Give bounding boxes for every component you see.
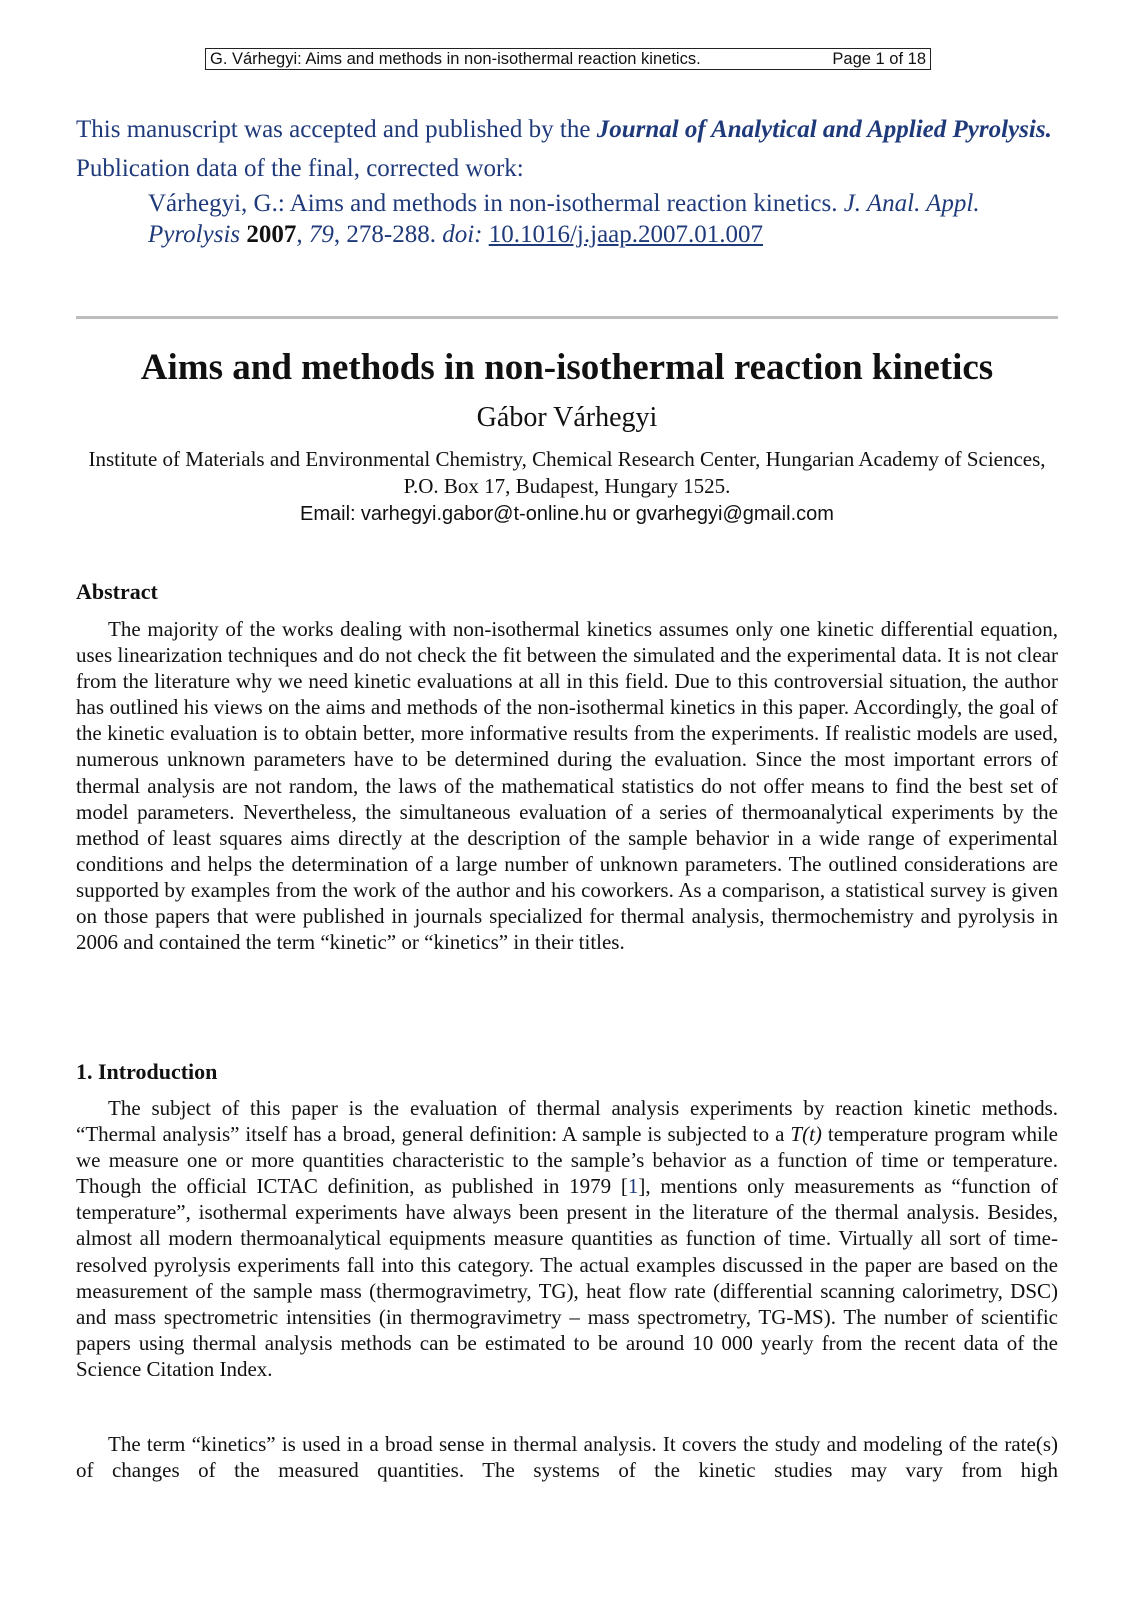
page-number: Page 1 of 18 — [832, 50, 926, 68]
doi-link[interactable]: 10.1016/j.jaap.2007.01.007 — [488, 221, 764, 248]
author-name: Gábor Várhegyi — [476, 402, 658, 433]
running-title: G. Várhegyi: Aims and methods in non-isothermal reaction kinetics. — [210, 50, 701, 68]
citation-volume: 79 — [308, 221, 334, 248]
abstract-heading: Abstract — [76, 579, 158, 604]
email-addresses: varhegyi.gabor@t-online.hu or gvarhegyi@gmail.com — [360, 503, 834, 525]
email-line — [76, 500, 1058, 528]
publication-note — [76, 112, 1058, 250]
journal-name: Journal of Analytical and Applied Pyrolysis. — [596, 116, 1052, 143]
divider — [76, 316, 1058, 319]
introduction-heading: 1. Introduction — [76, 1059, 218, 1084]
citation-journal: J. Anal. Appl. Pyrolysis — [148, 190, 980, 248]
publication-note-line1: This manuscript was accepted and published by the Journal of Analytical and Applied Pyrolysis. — [76, 116, 1052, 143]
introduction-paragraph-2: The term “kinetics” is used in a broad sense in thermal analysis. It covers the study and modeling of the rate(s) of changes of the measured quantities. The systems of the kinetic studies may vary from high — [76, 1432, 1058, 1483]
doi-label: doi: — [442, 221, 483, 248]
affiliation: Institute of Materials and Environmental Chemistry, Chemical Research Center, Hungarian Academy of Sciences, P.O. Box 17, Budapest, Hungary 1525. — [88, 447, 1046, 498]
temperature-program-symbol: T(t) — [790, 1122, 822, 1147]
reference-link-1[interactable]: 1 — [627, 1174, 639, 1199]
introduction-paragraph-1: The subject of this paper is the evaluation of thermal analysis experiments by reaction kinetic methods. “Thermal analysis” itself has a broad, general definition: A sample is subjected to a T(t) temperature program while we measure one or more quantities characteristic to the sample’s behavior as a function of time or temperature. Though the official ICTAC definition, as published in 1979 [1], mentions only measurements as “function of temperature”, isothermal experiments have always been present in the literature of the thermal analysis. Besides, almost all modern thermoanalytical equipments measure quantities as function of time. Virtually all sort of time-resolved pyrolysis experiments fall into this category. The actual examples discussed in the paper are based on the measurement of the sample mass (thermogravimetry, TG), heat flow rate (differential scanning calorimetry, DSC) and mass spectrometric intensities (in thermogravimetry – mass spectrometry, TG-MS). The number of scientific papers using thermal analysis methods can be estimated to be around 10 000 yearly from the recent data of the Science Citation Index. — [76, 1096, 1059, 1381]
citation-year: 2007 — [246, 221, 297, 248]
publication-note-line2: Publication data of the final, corrected work: — [76, 155, 524, 182]
email-label: Email: — [300, 503, 356, 525]
citation: Várhegyi, G.: Aims and methods in non-isothermal reaction kinetics. J. Anal. Appl. Pyrolysis 2007, 79, 278-288. doi: 10.1016/j.jaap.2007.01.007 — [148, 190, 980, 248]
running-header — [205, 48, 931, 70]
abstract-text: The majority of the works dealing with non-isothermal kinetics assumes only one kinetic differential equation, uses linearization techniques and do not check the fit between the simulated and the experimental data. It is not clear from the literature why we need kinetic evaluations at all in this field. Due to this controversial situation, the author has outlined his views on the aims and methods of the non-isothermal kinetics in this paper. Accordingly, the goal of the kinetic evaluation is to obtain better, more informative results from the experiments. If realistic models are used, numerous unknown parameters have to be determined during the evaluation. Since the most important errors of thermal analysis are not random, the laws of the mathematical statistics do not offer means to find the best set of model parameters. Nevertheless, the simultaneous evaluation of a series of thermoanalytical experiments by the method of least squares aims directly at the description of the sample behavior in a wide range of experimental conditions and helps the determination of a large number of unknown parameters. The outlined considerations are supported by examples from the work of the author and his coworkers. As a comparison, a statistical survey is given on those papers that were published in journals specialized for thermal analysis, thermochemistry and pyrolysis in 2006 and contained the term “kinetic” or “kinetics” in their titles. — [76, 617, 1058, 955]
paper-title: Aims and methods in non-isothermal reaction kinetics — [140, 347, 994, 388]
